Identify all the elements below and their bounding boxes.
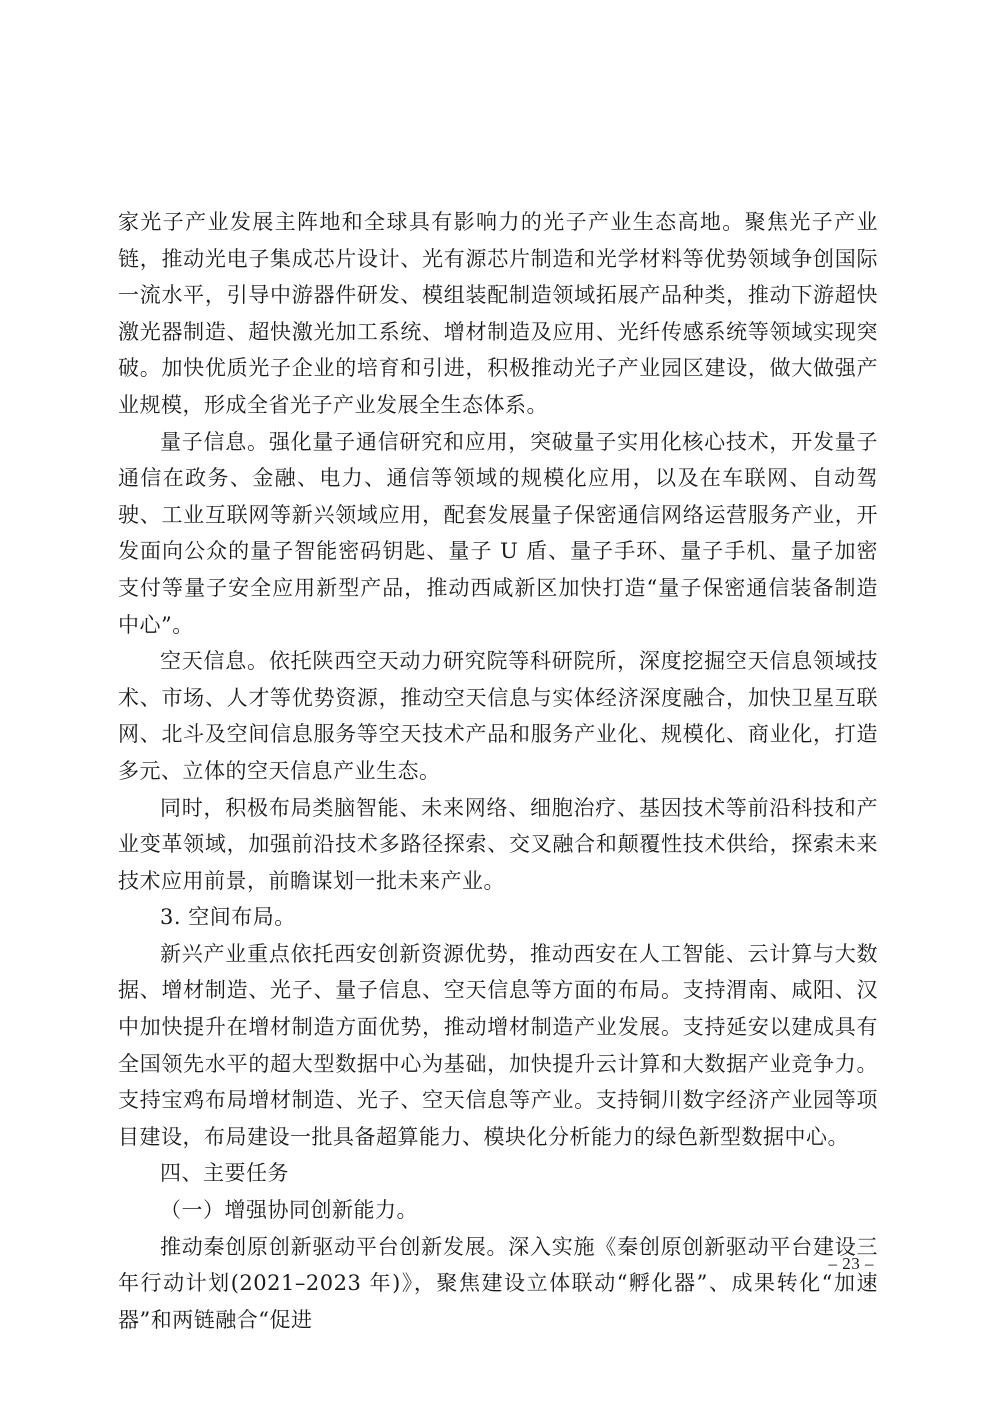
page-number: – 23 – (828, 1254, 874, 1273)
paragraph-quantum-information: 量子信息。强化量子通信研究和应用，突破量子实用化核心技术，开发量子通信在政务、金融、电力、通信等领域的规模化应用，以及在车联网、自动驾驶、工业互联网等新兴领域应用，配套发展量子保密通信网络运营服务产业，开发面向公众的量子智能密码钥匙、量子 U 盾、量子手环、量子手机、量子加密支付等量子安全应用新型产品，推动西咸新区加快打造“量子保密通信装备制造中心”。 (118, 429, 878, 637)
paragraph-frontier-technology: 同时，积极布局类脑智能、未来网络、细胞治疗、基因技术等前沿科技和产业变革领域，加强前沿技术多路径探索、交叉融合和颠覆性技术供给，探索未来技术应用前景，前瞻谋划一批未来产业。 (118, 795, 878, 893)
paragraph-qinchuangyuan-platform: 推动秦创原创新驱动平台创新发展。深入实施《秦创原创新驱动平台建设三年行动计划(2021–2023 年)》，聚焦建设立体联动“孵化器”、成果转化“加速器”和两链融合“促进 (118, 1234, 878, 1332)
document-body (118, 204, 878, 1338)
paragraph-photon-industry: 家光子产业发展主阵地和全球具有影响力的光子产业生态高地。聚焦光子产业链，推动光电子集成芯片设计、光有源芯片制造和光学材料等优势领域争创国际一流水平，引导中游器件研发、模组装配制造领域拓展产品种类，推动下游超快激光器制造、超快激光加工系统、增材制造及应用、光纤传感系统等领域实现突破。加快优质光子企业的培育和引进，积极推动光子产业园区建设，做大做强产业规模，形成全省光子产业发展全生态体系。 (118, 210, 878, 417)
section-heading-main-tasks: 四、主要任务 (160, 1161, 289, 1186)
subsection-heading-innovation: （一）增强协同创新能力。 (160, 1198, 418, 1223)
paragraph-spatial-layout: 新兴产业重点依托西安创新资源优势，推动西安在人工智能、云计算与大数据、增材制造、光子、量子信息、空天信息等方面的布局。支持渭南、咸阳、汉中加快提升在增材制造方面优势，推动增材制造产业发展。支持延安以建成具有全国领先水平的超大型数据中心为基础，加快提升云计算和大数据产业竞争力。支持宝鸡布局增材制造、光子、空天信息等产业。支持铜川数字经济产业园等项目建设，布局建设一批具备超算能力、模块化分析能力的绿色新型数据中心。 (118, 941, 878, 1149)
section-heading-spatial-layout: 3. 空间布局。 (160, 905, 296, 930)
paragraph-aerospace-information: 空天信息。依托陕西空天动力研究院等科研院所，深度挖掘空天信息领域技术、市场、人才等优势资源，推动空天信息与实体经济深度融合，加快卫星互联网、北斗及空间信息服务等空天技术产品和服务产业化、规模化、商业化，打造多元、立体的空天信息产业生态。 (118, 649, 878, 783)
